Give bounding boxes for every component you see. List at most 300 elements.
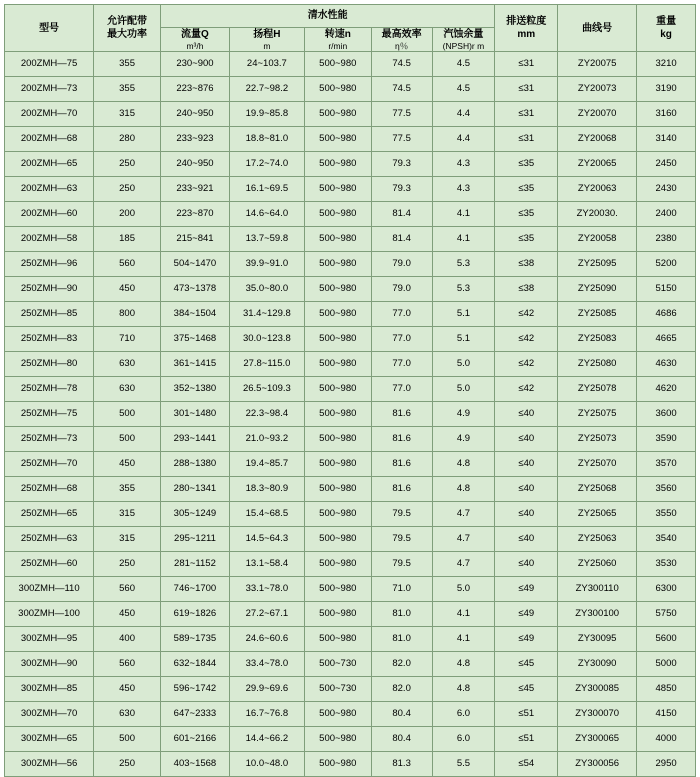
cell-model: 250ZMH—63 bbox=[5, 527, 94, 552]
table-row bbox=[5, 77, 696, 102]
cell-max-power: 500 bbox=[94, 427, 161, 452]
header-flow-unit: m³/h bbox=[186, 41, 204, 51]
cell-curve-number: ZY25085 bbox=[558, 302, 637, 327]
cell-model: 300ZMH—110 bbox=[5, 577, 94, 602]
cell-speed: 500~730 bbox=[304, 652, 371, 677]
cell-flow: 288~1380 bbox=[161, 452, 230, 477]
cell-model: 300ZMH—95 bbox=[5, 627, 94, 652]
cell-max-power: 500 bbox=[94, 727, 161, 752]
header-speed-unit: r/min bbox=[328, 41, 348, 51]
cell-particle-size: ≤35 bbox=[495, 152, 558, 177]
table-row bbox=[5, 477, 696, 502]
cell-weight: 6300 bbox=[637, 577, 696, 602]
cell-npsh: 4.8 bbox=[432, 477, 495, 502]
cell-speed: 500~980 bbox=[304, 577, 371, 602]
cell-head: 30.0~123.8 bbox=[229, 327, 304, 352]
cell-speed: 500~980 bbox=[304, 252, 371, 277]
cell-efficiency: 79.3 bbox=[371, 177, 432, 202]
cell-npsh: 4.8 bbox=[432, 677, 495, 702]
table-row bbox=[5, 277, 696, 302]
cell-particle-size: ≤31 bbox=[495, 127, 558, 152]
cell-npsh: 4.4 bbox=[432, 102, 495, 127]
cell-max-power: 355 bbox=[94, 52, 161, 77]
cell-head: 13.7~59.8 bbox=[229, 227, 304, 252]
header-particle-size-line2: mm bbox=[517, 29, 536, 41]
header-max-power-line2: 最大功率 bbox=[107, 29, 148, 41]
cell-npsh: 5.1 bbox=[432, 327, 495, 352]
cell-npsh: 4.7 bbox=[432, 502, 495, 527]
cell-max-power: 250 bbox=[94, 177, 161, 202]
cell-particle-size: ≤40 bbox=[495, 527, 558, 552]
cell-efficiency: 77.0 bbox=[371, 352, 432, 377]
cell-efficiency: 81.3 bbox=[371, 752, 432, 777]
cell-model: 200ZMH—68 bbox=[5, 127, 94, 152]
header-curve-number-label: 曲线号 bbox=[582, 22, 613, 34]
header-head-unit: m bbox=[263, 41, 271, 51]
cell-speed: 500~980 bbox=[304, 527, 371, 552]
cell-npsh: 5.5 bbox=[432, 752, 495, 777]
cell-speed: 500~980 bbox=[304, 727, 371, 752]
cell-efficiency: 77.0 bbox=[371, 327, 432, 352]
cell-head: 14.4~66.2 bbox=[229, 727, 304, 752]
table-row bbox=[5, 377, 696, 402]
cell-particle-size: ≤35 bbox=[495, 227, 558, 252]
cell-curve-number: ZY20075 bbox=[558, 52, 637, 77]
cell-flow: 632~1844 bbox=[161, 652, 230, 677]
cell-particle-size: ≤38 bbox=[495, 252, 558, 277]
cell-flow: 295~1211 bbox=[161, 527, 230, 552]
cell-weight: 3560 bbox=[637, 477, 696, 502]
cell-particle-size: ≤40 bbox=[495, 552, 558, 577]
cell-efficiency: 80.4 bbox=[371, 702, 432, 727]
cell-curve-number: ZY20065 bbox=[558, 152, 637, 177]
cell-head: 31.4~129.8 bbox=[229, 302, 304, 327]
cell-model: 200ZMH—70 bbox=[5, 102, 94, 127]
cell-curve-number: ZY25078 bbox=[558, 377, 637, 402]
cell-model: 250ZMH—73 bbox=[5, 427, 94, 452]
cell-efficiency: 77.0 bbox=[371, 302, 432, 327]
cell-speed: 500~980 bbox=[304, 627, 371, 652]
cell-efficiency: 81.0 bbox=[371, 627, 432, 652]
cell-particle-size: ≤42 bbox=[495, 352, 558, 377]
cell-efficiency: 77.0 bbox=[371, 377, 432, 402]
cell-weight: 4686 bbox=[637, 302, 696, 327]
cell-particle-size: ≤42 bbox=[495, 377, 558, 402]
cell-flow: 215~841 bbox=[161, 227, 230, 252]
table-row bbox=[5, 752, 696, 777]
table-row bbox=[5, 102, 696, 127]
cell-particle-size: ≤45 bbox=[495, 652, 558, 677]
table-body bbox=[5, 52, 696, 777]
cell-max-power: 315 bbox=[94, 102, 161, 127]
header-weight-unit: kg bbox=[660, 29, 672, 41]
cell-max-power: 560 bbox=[94, 252, 161, 277]
cell-npsh: 5.3 bbox=[432, 252, 495, 277]
cell-weight: 3530 bbox=[637, 552, 696, 577]
cell-head: 10.0~48.0 bbox=[229, 752, 304, 777]
cell-npsh: 5.3 bbox=[432, 277, 495, 302]
cell-flow: 301~1480 bbox=[161, 402, 230, 427]
cell-flow: 223~870 bbox=[161, 202, 230, 227]
cell-efficiency: 71.0 bbox=[371, 577, 432, 602]
cell-head: 14.6~64.0 bbox=[229, 202, 304, 227]
table-row bbox=[5, 452, 696, 477]
table-row bbox=[5, 552, 696, 577]
cell-efficiency: 77.5 bbox=[371, 102, 432, 127]
cell-weight: 4000 bbox=[637, 727, 696, 752]
cell-efficiency: 74.5 bbox=[371, 77, 432, 102]
header-model bbox=[5, 5, 94, 52]
table-row bbox=[5, 602, 696, 627]
cell-head: 22.3~98.4 bbox=[229, 402, 304, 427]
cell-head: 14.5~64.3 bbox=[229, 527, 304, 552]
cell-npsh: 4.4 bbox=[432, 127, 495, 152]
cell-npsh: 4.1 bbox=[432, 227, 495, 252]
cell-curve-number: ZY20068 bbox=[558, 127, 637, 152]
header-max-power-line1: 允许配带 bbox=[107, 16, 148, 28]
cell-max-power: 250 bbox=[94, 552, 161, 577]
cell-efficiency: 77.5 bbox=[371, 127, 432, 152]
cell-max-power: 450 bbox=[94, 452, 161, 477]
cell-head: 16.1~69.5 bbox=[229, 177, 304, 202]
cell-speed: 500~980 bbox=[304, 202, 371, 227]
cell-weight: 5000 bbox=[637, 652, 696, 677]
cell-model: 250ZMH—85 bbox=[5, 302, 94, 327]
cell-flow: 589~1735 bbox=[161, 627, 230, 652]
cell-curve-number: ZY25068 bbox=[558, 477, 637, 502]
cell-npsh: 6.0 bbox=[432, 702, 495, 727]
header-flow-label: 流量Q bbox=[181, 29, 209, 40]
header-weight bbox=[637, 5, 696, 52]
cell-flow: 240~950 bbox=[161, 152, 230, 177]
cell-npsh: 4.3 bbox=[432, 152, 495, 177]
cell-efficiency: 79.0 bbox=[371, 277, 432, 302]
cell-speed: 500~980 bbox=[304, 227, 371, 252]
cell-curve-number: ZY25073 bbox=[558, 427, 637, 452]
cell-particle-size: ≤40 bbox=[495, 402, 558, 427]
cell-max-power: 800 bbox=[94, 302, 161, 327]
cell-weight: 3600 bbox=[637, 402, 696, 427]
cell-flow: 240~950 bbox=[161, 102, 230, 127]
cell-curve-number: ZY300070 bbox=[558, 702, 637, 727]
cell-max-power: 400 bbox=[94, 627, 161, 652]
cell-efficiency: 81.4 bbox=[371, 227, 432, 252]
table-row bbox=[5, 252, 696, 277]
cell-weight: 2450 bbox=[637, 152, 696, 177]
cell-curve-number: ZY20058 bbox=[558, 227, 637, 252]
table-row bbox=[5, 152, 696, 177]
cell-particle-size: ≤31 bbox=[495, 52, 558, 77]
cell-weight: 3210 bbox=[637, 52, 696, 77]
cell-weight: 4630 bbox=[637, 352, 696, 377]
cell-model: 300ZMH—90 bbox=[5, 652, 94, 677]
cell-model: 300ZMH—65 bbox=[5, 727, 94, 752]
cell-speed: 500~980 bbox=[304, 302, 371, 327]
cell-head: 35.0~80.0 bbox=[229, 277, 304, 302]
header-head-label: 扬程H bbox=[253, 29, 281, 40]
cell-model: 250ZMH—90 bbox=[5, 277, 94, 302]
cell-particle-size: ≤31 bbox=[495, 77, 558, 102]
cell-flow: 473~1378 bbox=[161, 277, 230, 302]
header-model-label: 型号 bbox=[39, 22, 60, 34]
cell-particle-size: ≤42 bbox=[495, 327, 558, 352]
cell-npsh: 4.5 bbox=[432, 52, 495, 77]
cell-head: 24~103.7 bbox=[229, 52, 304, 77]
cell-flow: 281~1152 bbox=[161, 552, 230, 577]
cell-max-power: 500 bbox=[94, 402, 161, 427]
cell-npsh: 4.5 bbox=[432, 77, 495, 102]
cell-max-power: 250 bbox=[94, 752, 161, 777]
table-row bbox=[5, 227, 696, 252]
cell-head: 24.6~60.6 bbox=[229, 627, 304, 652]
header-npsh bbox=[432, 28, 495, 52]
cell-npsh: 4.7 bbox=[432, 527, 495, 552]
table-row bbox=[5, 302, 696, 327]
cell-flow: 361~1415 bbox=[161, 352, 230, 377]
cell-efficiency: 79.3 bbox=[371, 152, 432, 177]
cell-particle-size: ≤49 bbox=[495, 602, 558, 627]
cell-head: 17.2~74.0 bbox=[229, 152, 304, 177]
cell-head: 33.4~78.0 bbox=[229, 652, 304, 677]
cell-model: 250ZMH—65 bbox=[5, 502, 94, 527]
cell-curve-number: ZY25090 bbox=[558, 277, 637, 302]
cell-curve-number: ZY25065 bbox=[558, 502, 637, 527]
cell-efficiency: 79.5 bbox=[371, 502, 432, 527]
table-row bbox=[5, 727, 696, 752]
header-clean-water-performance-label: 清水性能 bbox=[307, 9, 348, 21]
header-max-power bbox=[94, 5, 161, 52]
header-npsh-label: 汽蚀余量 bbox=[443, 29, 484, 40]
cell-particle-size: ≤35 bbox=[495, 202, 558, 227]
cell-npsh: 5.0 bbox=[432, 577, 495, 602]
cell-flow: 403~1568 bbox=[161, 752, 230, 777]
cell-head: 26.5~109.3 bbox=[229, 377, 304, 402]
cell-npsh: 4.1 bbox=[432, 602, 495, 627]
cell-flow: 647~2333 bbox=[161, 702, 230, 727]
table-row bbox=[5, 327, 696, 352]
cell-max-power: 355 bbox=[94, 477, 161, 502]
cell-curve-number: ZY300065 bbox=[558, 727, 637, 752]
cell-model: 200ZMH—65 bbox=[5, 152, 94, 177]
table-row bbox=[5, 677, 696, 702]
cell-max-power: 200 bbox=[94, 202, 161, 227]
cell-particle-size: ≤35 bbox=[495, 177, 558, 202]
cell-max-power: 450 bbox=[94, 277, 161, 302]
cell-model: 250ZMH—80 bbox=[5, 352, 94, 377]
cell-flow: 280~1341 bbox=[161, 477, 230, 502]
cell-max-power: 355 bbox=[94, 77, 161, 102]
cell-head: 18.8~81.0 bbox=[229, 127, 304, 152]
header-weight-label: 重量 bbox=[656, 16, 677, 28]
cell-particle-size: ≤31 bbox=[495, 102, 558, 127]
cell-curve-number: ZY25060 bbox=[558, 552, 637, 577]
cell-efficiency: 81.6 bbox=[371, 477, 432, 502]
header-efficiency-unit: η％ bbox=[394, 41, 409, 51]
header-efficiency bbox=[371, 28, 432, 52]
cell-curve-number: ZY25080 bbox=[558, 352, 637, 377]
cell-speed: 500~980 bbox=[304, 602, 371, 627]
cell-flow: 596~1742 bbox=[161, 677, 230, 702]
cell-model: 250ZMH—60 bbox=[5, 552, 94, 577]
cell-head: 19.9~85.8 bbox=[229, 102, 304, 127]
cell-speed: 500~980 bbox=[304, 377, 371, 402]
cell-speed: 500~980 bbox=[304, 177, 371, 202]
header-speed-label: 转速n bbox=[324, 29, 351, 40]
cell-weight: 5600 bbox=[637, 627, 696, 652]
cell-head: 18.3~80.9 bbox=[229, 477, 304, 502]
cell-weight: 3540 bbox=[637, 527, 696, 552]
header-clean-water-performance bbox=[161, 5, 495, 28]
cell-efficiency: 81.6 bbox=[371, 452, 432, 477]
cell-particle-size: ≤49 bbox=[495, 577, 558, 602]
cell-flow: 619~1826 bbox=[161, 602, 230, 627]
cell-npsh: 5.0 bbox=[432, 377, 495, 402]
cell-head: 39.9~91.0 bbox=[229, 252, 304, 277]
table-row bbox=[5, 502, 696, 527]
cell-speed: 500~980 bbox=[304, 77, 371, 102]
cell-curve-number: ZY20070 bbox=[558, 102, 637, 127]
cell-particle-size: ≤40 bbox=[495, 452, 558, 477]
cell-npsh: 4.8 bbox=[432, 452, 495, 477]
cell-curve-number: ZY25070 bbox=[558, 452, 637, 477]
cell-curve-number: ZY25095 bbox=[558, 252, 637, 277]
cell-weight: 4620 bbox=[637, 377, 696, 402]
cell-efficiency: 81.6 bbox=[371, 402, 432, 427]
table-header bbox=[5, 5, 696, 52]
cell-weight: 2950 bbox=[637, 752, 696, 777]
table-row bbox=[5, 577, 696, 602]
cell-max-power: 560 bbox=[94, 577, 161, 602]
cell-curve-number: ZY20063 bbox=[558, 177, 637, 202]
table-row bbox=[5, 402, 696, 427]
cell-model: 250ZMH—70 bbox=[5, 452, 94, 477]
cell-flow: 352~1380 bbox=[161, 377, 230, 402]
cell-efficiency: 74.5 bbox=[371, 52, 432, 77]
header-row-1 bbox=[5, 5, 696, 28]
cell-efficiency: 79.5 bbox=[371, 552, 432, 577]
cell-flow: 223~876 bbox=[161, 77, 230, 102]
cell-npsh: 4.9 bbox=[432, 402, 495, 427]
cell-model: 200ZMH—73 bbox=[5, 77, 94, 102]
cell-head: 29.9~69.6 bbox=[229, 677, 304, 702]
cell-max-power: 560 bbox=[94, 652, 161, 677]
cell-curve-number: ZY300100 bbox=[558, 602, 637, 627]
cell-npsh: 5.0 bbox=[432, 352, 495, 377]
cell-weight: 3590 bbox=[637, 427, 696, 452]
cell-model: 200ZMH—75 bbox=[5, 52, 94, 77]
cell-model: 250ZMH—68 bbox=[5, 477, 94, 502]
cell-weight: 5200 bbox=[637, 252, 696, 277]
cell-speed: 500~980 bbox=[304, 477, 371, 502]
cell-flow: 305~1249 bbox=[161, 502, 230, 527]
header-npsh-unit: (NPSH)r m bbox=[442, 41, 485, 51]
header-flow bbox=[161, 28, 230, 52]
cell-weight: 5750 bbox=[637, 602, 696, 627]
header-curve-number bbox=[558, 5, 637, 52]
cell-speed: 500~980 bbox=[304, 127, 371, 152]
cell-speed: 500~980 bbox=[304, 52, 371, 77]
table-row bbox=[5, 177, 696, 202]
cell-flow: 746~1700 bbox=[161, 577, 230, 602]
cell-flow: 375~1468 bbox=[161, 327, 230, 352]
cell-efficiency: 82.0 bbox=[371, 652, 432, 677]
table-row bbox=[5, 527, 696, 552]
cell-model: 300ZMH—70 bbox=[5, 702, 94, 727]
cell-speed: 500~980 bbox=[304, 277, 371, 302]
cell-curve-number: ZY25083 bbox=[558, 327, 637, 352]
cell-curve-number: ZY25063 bbox=[558, 527, 637, 552]
cell-curve-number: ZY20030. bbox=[558, 202, 637, 227]
cell-efficiency: 81.0 bbox=[371, 602, 432, 627]
cell-head: 21.0~93.2 bbox=[229, 427, 304, 452]
cell-head: 13.1~58.4 bbox=[229, 552, 304, 577]
cell-efficiency: 81.4 bbox=[371, 202, 432, 227]
cell-flow: 233~921 bbox=[161, 177, 230, 202]
cell-model: 250ZMH—83 bbox=[5, 327, 94, 352]
cell-efficiency: 81.6 bbox=[371, 427, 432, 452]
cell-head: 16.7~76.8 bbox=[229, 702, 304, 727]
table-row bbox=[5, 652, 696, 677]
cell-max-power: 185 bbox=[94, 227, 161, 252]
cell-weight: 3550 bbox=[637, 502, 696, 527]
table-row bbox=[5, 352, 696, 377]
cell-speed: 500~980 bbox=[304, 752, 371, 777]
cell-max-power: 315 bbox=[94, 527, 161, 552]
cell-flow: 293~1441 bbox=[161, 427, 230, 452]
cell-speed: 500~980 bbox=[304, 427, 371, 452]
header-particle-size bbox=[495, 5, 558, 52]
cell-weight: 3160 bbox=[637, 102, 696, 127]
header-head bbox=[229, 28, 304, 52]
table-row bbox=[5, 627, 696, 652]
cell-max-power: 630 bbox=[94, 377, 161, 402]
cell-max-power: 280 bbox=[94, 127, 161, 152]
cell-npsh: 4.1 bbox=[432, 202, 495, 227]
cell-npsh: 5.1 bbox=[432, 302, 495, 327]
cell-particle-size: ≤42 bbox=[495, 302, 558, 327]
cell-curve-number: ZY30090 bbox=[558, 652, 637, 677]
cell-npsh: 4.8 bbox=[432, 652, 495, 677]
cell-flow: 230~900 bbox=[161, 52, 230, 77]
cell-particle-size: ≤40 bbox=[495, 477, 558, 502]
cell-max-power: 450 bbox=[94, 677, 161, 702]
cell-npsh: 4.9 bbox=[432, 427, 495, 452]
table-row bbox=[5, 52, 696, 77]
cell-model: 300ZMH—85 bbox=[5, 677, 94, 702]
cell-efficiency: 79.5 bbox=[371, 527, 432, 552]
cell-weight: 4665 bbox=[637, 327, 696, 352]
cell-model: 300ZMH—56 bbox=[5, 752, 94, 777]
cell-curve-number: ZY300056 bbox=[558, 752, 637, 777]
cell-weight: 4150 bbox=[637, 702, 696, 727]
cell-model: 200ZMH—58 bbox=[5, 227, 94, 252]
cell-flow: 504~1470 bbox=[161, 252, 230, 277]
cell-particle-size: ≤49 bbox=[495, 627, 558, 652]
cell-speed: 500~980 bbox=[304, 452, 371, 477]
cell-efficiency: 79.0 bbox=[371, 252, 432, 277]
cell-speed: 500~980 bbox=[304, 327, 371, 352]
cell-curve-number: ZY20073 bbox=[558, 77, 637, 102]
cell-model: 200ZMH—60 bbox=[5, 202, 94, 227]
cell-model: 250ZMH—96 bbox=[5, 252, 94, 277]
cell-curve-number: ZY25075 bbox=[558, 402, 637, 427]
cell-npsh: 4.3 bbox=[432, 177, 495, 202]
cell-particle-size: ≤51 bbox=[495, 727, 558, 752]
table-row bbox=[5, 127, 696, 152]
cell-head: 15.4~68.5 bbox=[229, 502, 304, 527]
cell-max-power: 250 bbox=[94, 152, 161, 177]
header-particle-size-line1: 排送粒度 bbox=[506, 16, 547, 28]
